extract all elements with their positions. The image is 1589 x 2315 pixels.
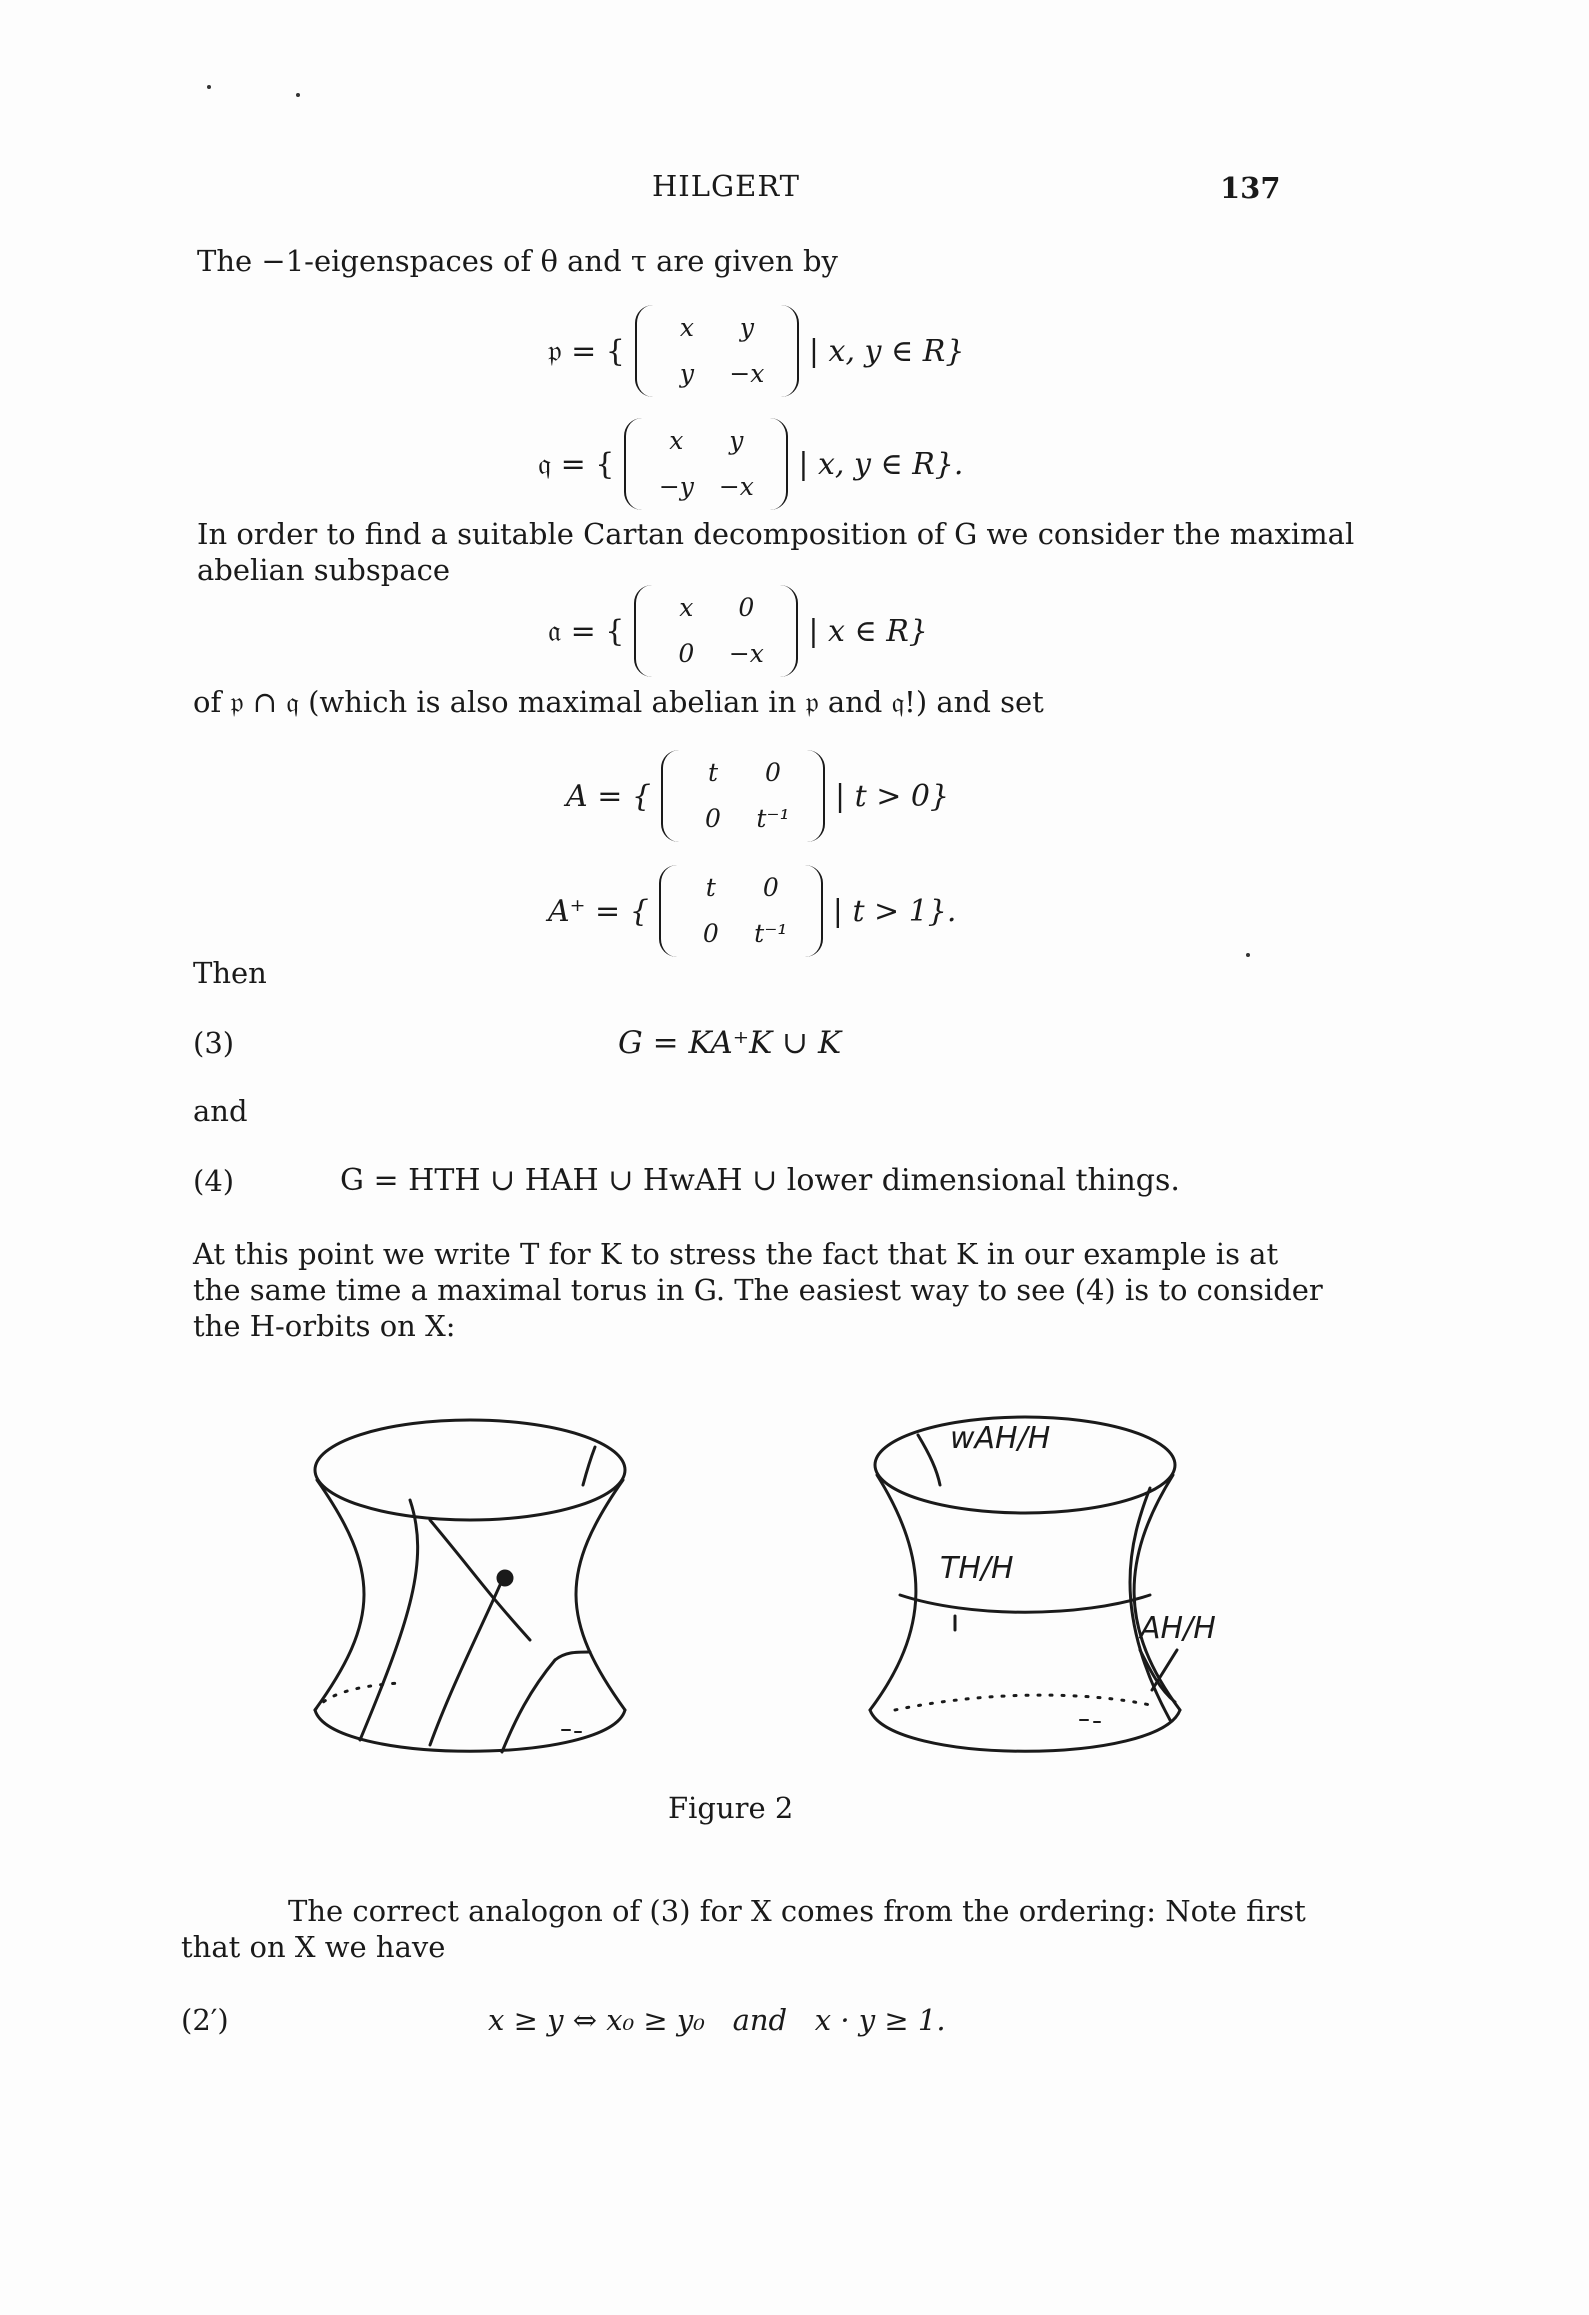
matrix-cell: 0: [738, 593, 755, 622]
matrix-cell: −y: [658, 472, 694, 501]
intersection-point: [498, 1571, 512, 1585]
matrix: [635, 305, 799, 397]
matrix-cell: y: [679, 359, 694, 388]
equation-lhs: A⁺ = {: [548, 893, 649, 929]
equation-rhs: | x ∈ R}: [808, 613, 928, 649]
equation-a: [548, 585, 928, 677]
text-and: and: [193, 1094, 248, 1128]
speck: [296, 93, 300, 97]
matrix-cell: 0: [702, 919, 719, 948]
text-then: Then: [193, 956, 267, 990]
label-wah: wAH/H: [950, 1421, 1051, 1456]
equation-2prime-label: (2′): [181, 2003, 229, 2037]
equation-rhs: | t > 1}.: [832, 893, 957, 929]
figure-caption: Figure 2: [668, 1791, 794, 1825]
equation-p: [548, 305, 964, 397]
matrix-cell: −x: [729, 359, 765, 388]
figure-hyperboloids: [290, 1390, 1240, 1770]
speck: [1246, 953, 1250, 957]
equation-rhs: | t > 0}: [834, 778, 950, 814]
matrix-cell: t⁻¹: [756, 804, 790, 833]
equation-A: [566, 750, 949, 842]
label-th: TH/H: [940, 1551, 1014, 1586]
speck: [207, 85, 211, 89]
matrix-cell: −x: [728, 639, 764, 668]
matrix: [661, 750, 825, 842]
equation-lhs: 𝔞 = {: [548, 613, 625, 649]
paragraph-torus-line3: the H-orbits on X:: [193, 1309, 456, 1343]
equation-lhs: 𝔮 = {: [538, 446, 615, 482]
matrix-cell: t⁻¹: [754, 919, 788, 948]
equation-rhs: | x, y ∈ R}.: [798, 446, 964, 482]
label-ah: AH/H: [1140, 1611, 1216, 1646]
equation-A-plus: [548, 865, 956, 957]
matrix-cell: y: [729, 426, 744, 455]
equation-4-label: (4): [193, 1164, 235, 1198]
equation-lhs: A = {: [566, 778, 651, 814]
paragraph-torus-line2: the same time a maximal torus in G. The easiest way to see (4) is to consider: [193, 1273, 1323, 1307]
matrix: [659, 865, 823, 957]
paragraph-analogon-line1: The correct analogon of (3) for X comes from the ordering: Note first: [288, 1894, 1306, 1928]
paragraph-eigenspaces: The −1-eigenspaces of θ and τ are given by: [197, 244, 838, 278]
matrix-cell: −x: [718, 472, 754, 501]
equation-3: G = KA⁺K ∪ K: [618, 1025, 842, 1061]
equation-rhs: | x, y ∈ R}: [808, 333, 965, 369]
page-number: 137: [1220, 171, 1281, 205]
matrix: [624, 418, 788, 510]
matrix-cell: x: [679, 313, 694, 342]
matrix-cell: 0: [705, 804, 721, 833]
matrix-cell: t: [707, 758, 718, 787]
paragraph-pq: of 𝔭 ∩ 𝔮 (which is also maximal abelian in 𝔭 and 𝔮!) and set: [193, 685, 1044, 719]
equation-q: [538, 418, 963, 510]
matrix-cell: x: [679, 593, 694, 622]
matrix-cell: t: [705, 873, 716, 902]
equation-3-label: (3): [193, 1026, 235, 1060]
right-hyperboloid: [870, 1417, 1180, 1751]
running-title: HILGERT: [652, 169, 801, 203]
equation-4: G = HTH ∪ HAH ∪ HwAH ∪ lower dimensional things.: [340, 1163, 1180, 1198]
matrix-cell: y: [739, 313, 754, 342]
paragraph-cartan-line2: abelian subspace: [197, 553, 451, 587]
matrix: [634, 585, 798, 677]
paragraph-torus-line1: At this point we write T for K to stress the fact that K in our example is at: [193, 1237, 1279, 1271]
matrix-cell: x: [669, 426, 684, 455]
paragraph-analogon-line2: that on X we have: [181, 1930, 446, 1964]
matrix-cell: 0: [678, 639, 695, 668]
matrix-cell: 0: [765, 758, 781, 787]
paragraph-cartan-line1: In order to find a suitable Cartan decomposition of G we consider the maximal: [197, 517, 1355, 551]
matrix-cell: 0: [762, 873, 779, 902]
equation-lhs: 𝔭 = {: [548, 333, 625, 369]
left-hyperboloid: [315, 1420, 625, 1752]
equation-2prime: x ≥ y ⇔ x₀ ≥ y₀ and x · y ≥ 1.: [488, 2003, 946, 2037]
